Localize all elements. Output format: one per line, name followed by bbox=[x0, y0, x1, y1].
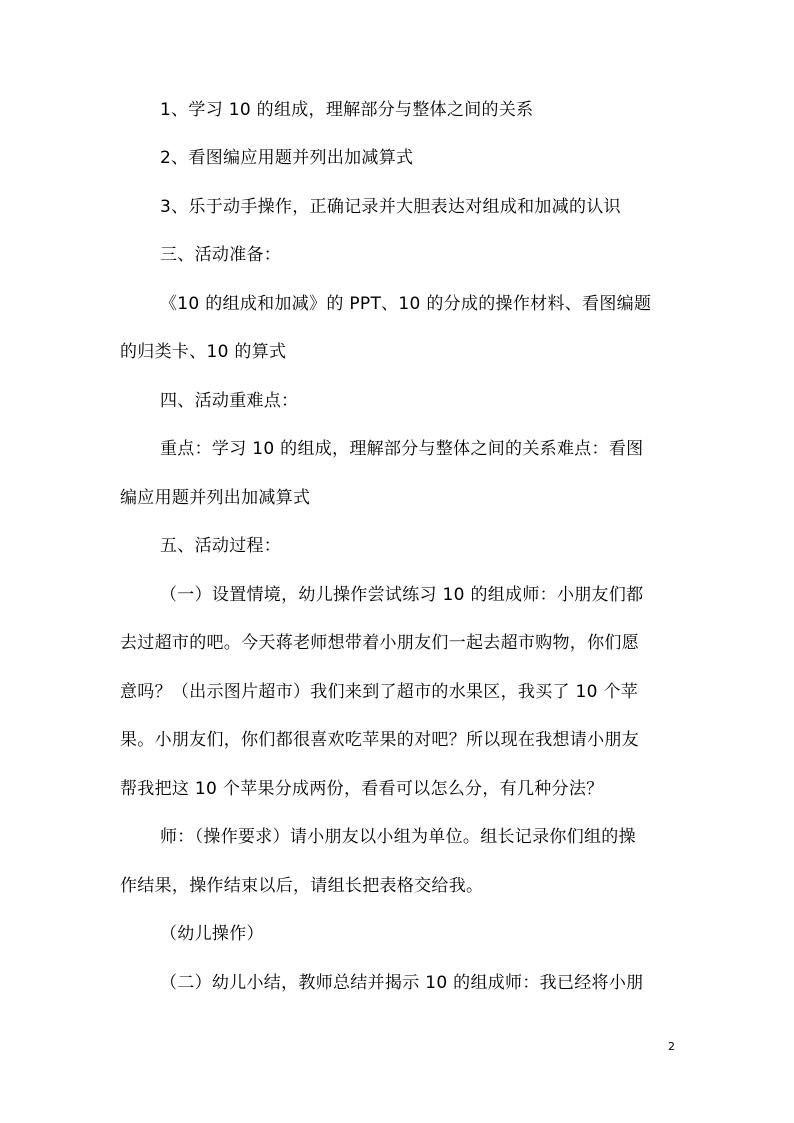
section-heading-key-points: 四、活动重难点： bbox=[160, 391, 299, 411]
objective-2: 2、看图编应用题并列出加减算式 bbox=[160, 148, 414, 168]
key-points-line-1: 重点：学习 10 的组成，理解部分与整体之间的关系难点：看图 bbox=[160, 439, 644, 459]
preparation-text-line-1: 《10 的组成和加减》的 PPT、10 的分成的操作材料、看图编题 bbox=[160, 294, 652, 314]
teacher-instruction-line-2: 作结果，操作结束以后，请组长把表格交给我。 bbox=[120, 876, 484, 896]
preparation-text-line-2: 的归类卡、10 的算式 bbox=[120, 342, 287, 362]
child-operation-note: （幼儿操作） bbox=[160, 924, 264, 944]
teacher-instruction-line-1: 师：（操作要求）请小朋友以小组为单位。组长记录你们组的操 bbox=[160, 827, 636, 847]
process-paragraph-2-line-1: （二）幼儿小结，教师总结并揭示 10 的组成师：我已经将小朋 bbox=[160, 973, 644, 993]
process-paragraph-1-line-3: 意吗？（出示图片超市）我们来到了超市的水果区，我买了 10 个苹 bbox=[120, 682, 639, 702]
section-heading-preparation: 三、活动准备： bbox=[160, 245, 282, 265]
objective-1: 1、学习 10 的组成，理解部分与整体之间的关系 bbox=[160, 100, 534, 120]
page-number: 2 bbox=[668, 1040, 675, 1053]
objective-3: 3、乐于动手操作，正确记录并大胆表达对组成和加减的认识 bbox=[160, 197, 621, 217]
key-points-line-2: 编应用题并列出加减算式 bbox=[120, 488, 311, 508]
process-paragraph-1-line-5: 帮我把这 10 个苹果分成两份，看看可以怎么分，有几种分法？ bbox=[120, 779, 604, 799]
process-paragraph-1-line-2: 去过超市的吧。今天蒋老师想带着小朋友们一起去超市购物，你们愿 bbox=[120, 633, 639, 653]
section-heading-process: 五、活动过程： bbox=[160, 536, 282, 556]
process-paragraph-1-line-1: （一）设置情境，幼儿操作尝试练习 10 的组成师：小朋友们都 bbox=[160, 585, 644, 605]
process-paragraph-1-line-4: 果。小朋友们，你们都很喜欢吃苹果的对吧？所以现在我想请小朋友 bbox=[120, 730, 639, 750]
